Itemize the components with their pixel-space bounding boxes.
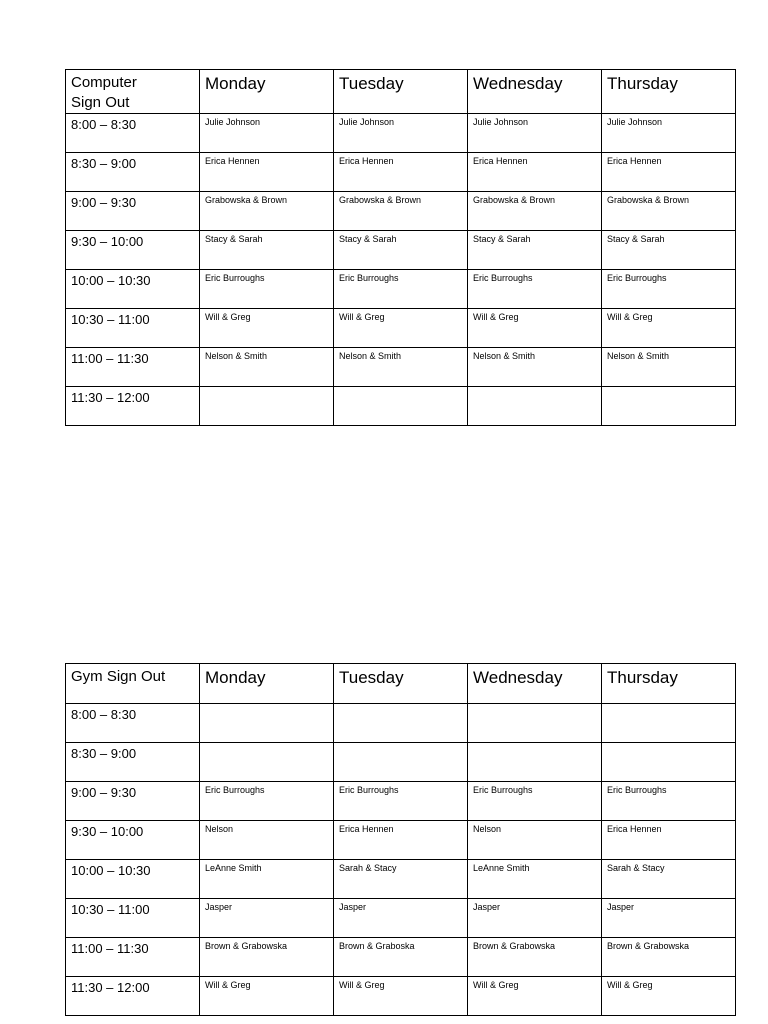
booking-cell: Sarah & Stacy [602,860,736,899]
time-slot: 11:30 – 12:00 [66,387,200,426]
booking-cell: Erica Hennen [334,153,468,192]
booking-cell: Eric Burroughs [334,270,468,309]
booking-cell: Stacy & Sarah [334,231,468,270]
booking-cell: Nelson & Smith [334,348,468,387]
table-row [66,899,736,938]
time-slot: 10:00 – 10:30 [66,270,200,309]
booking-cell: Julie Johnson [468,114,602,153]
day-header-wednesday: Wednesday [468,664,602,704]
booking-cell: Eric Burroughs [334,782,468,821]
table-row [66,153,736,192]
booking-cell [200,743,334,782]
time-slot: 11:00 – 11:30 [66,348,200,387]
booking-cell [602,387,736,426]
booking-cell: Erica Hennen [200,153,334,192]
table-row [66,348,736,387]
computer-sign-out-table [65,69,736,426]
time-slot: 9:30 – 10:00 [66,821,200,860]
booking-cell: Sarah & Stacy [334,860,468,899]
day-header-wednesday: Wednesday [468,70,602,114]
table-row [66,977,736,1016]
booking-cell: Julie Johnson [602,114,736,153]
table-row [66,387,736,426]
table-row [66,192,736,231]
day-header-tuesday: Tuesday [334,664,468,704]
booking-cell: Erica Hennen [334,821,468,860]
time-slot: 9:30 – 10:00 [66,231,200,270]
booking-cell [334,743,468,782]
time-slot: 9:00 – 9:30 [66,192,200,231]
booking-cell: Grabowska & Brown [602,192,736,231]
booking-cell: Jasper [334,899,468,938]
title-line-1: Computer [71,74,137,91]
booking-cell: LeAnne Smith [468,860,602,899]
time-slot: 9:00 – 9:30 [66,782,200,821]
booking-cell [334,387,468,426]
day-header-monday: Monday [200,70,334,114]
booking-cell: Will & Greg [468,309,602,348]
day-header-tuesday: Tuesday [334,70,468,114]
booking-cell: Nelson & Smith [602,348,736,387]
booking-cell: Julie Johnson [200,114,334,153]
booking-cell: Grabowska & Brown [468,192,602,231]
booking-cell: Eric Burroughs [602,270,736,309]
booking-cell: Nelson [200,821,334,860]
table-row [66,309,736,348]
booking-cell [468,704,602,743]
booking-cell: Nelson & Smith [468,348,602,387]
table-row [66,231,736,270]
booking-cell: Stacy & Sarah [468,231,602,270]
table-row [66,270,736,309]
time-slot: 8:30 – 9:00 [66,743,200,782]
time-slot: 10:30 – 11:00 [66,309,200,348]
time-slot: 11:00 – 11:30 [66,938,200,977]
booking-cell: Stacy & Sarah [602,231,736,270]
booking-cell: LeAnne Smith [200,860,334,899]
booking-cell: Will & Greg [200,309,334,348]
booking-cell [602,743,736,782]
title-line-2: Sign Out [71,94,130,111]
time-slot: 10:30 – 11:00 [66,899,200,938]
table-row [66,743,736,782]
booking-cell: Erica Hennen [602,153,736,192]
booking-cell: Brown & Grabowska [200,938,334,977]
booking-cell: Eric Burroughs [468,782,602,821]
time-slot: 11:30 – 12:00 [66,977,200,1016]
day-header-monday: Monday [200,664,334,704]
booking-cell [334,704,468,743]
booking-cell: Will & Greg [602,977,736,1016]
table-row [66,782,736,821]
header-row [66,664,736,704]
booking-cell: Jasper [200,899,334,938]
table-row [66,704,736,743]
table-row [66,114,736,153]
table-title [66,70,200,114]
booking-cell: Julie Johnson [334,114,468,153]
booking-cell [602,704,736,743]
booking-cell: Grabowska & Brown [200,192,334,231]
day-header-thursday: Thursday [602,70,736,114]
booking-cell: Eric Burroughs [468,270,602,309]
booking-cell: Grabowska & Brown [334,192,468,231]
booking-cell: Brown & Grabowska [468,938,602,977]
booking-cell: Nelson & Smith [200,348,334,387]
table-row [66,938,736,977]
booking-cell: Jasper [468,899,602,938]
booking-cell: Stacy & Sarah [200,231,334,270]
booking-cell: Will & Greg [334,977,468,1016]
booking-cell: Will & Greg [602,309,736,348]
booking-cell: Eric Burroughs [602,782,736,821]
header-row [66,70,736,114]
table-title: Gym Sign Out [66,664,200,704]
table-row [66,821,736,860]
booking-cell: Eric Burroughs [200,782,334,821]
time-slot: 8:00 – 8:30 [66,704,200,743]
gym-sign-out-table [65,663,736,1016]
booking-cell: Eric Burroughs [200,270,334,309]
booking-cell: Will & Greg [468,977,602,1016]
booking-cell [468,387,602,426]
time-slot: 10:00 – 10:30 [66,860,200,899]
time-slot: 8:30 – 9:00 [66,153,200,192]
day-header-thursday: Thursday [602,664,736,704]
booking-cell: Will & Greg [334,309,468,348]
booking-cell: Jasper [602,899,736,938]
time-slot: 8:00 – 8:30 [66,114,200,153]
table-row [66,860,736,899]
booking-cell: Erica Hennen [602,821,736,860]
booking-cell [200,704,334,743]
booking-cell: Brown & Grabowska [602,938,736,977]
booking-cell: Erica Hennen [468,153,602,192]
booking-cell: Nelson [468,821,602,860]
booking-cell [468,743,602,782]
booking-cell [200,387,334,426]
booking-cell: Brown & Graboska [334,938,468,977]
booking-cell: Will & Greg [200,977,334,1016]
